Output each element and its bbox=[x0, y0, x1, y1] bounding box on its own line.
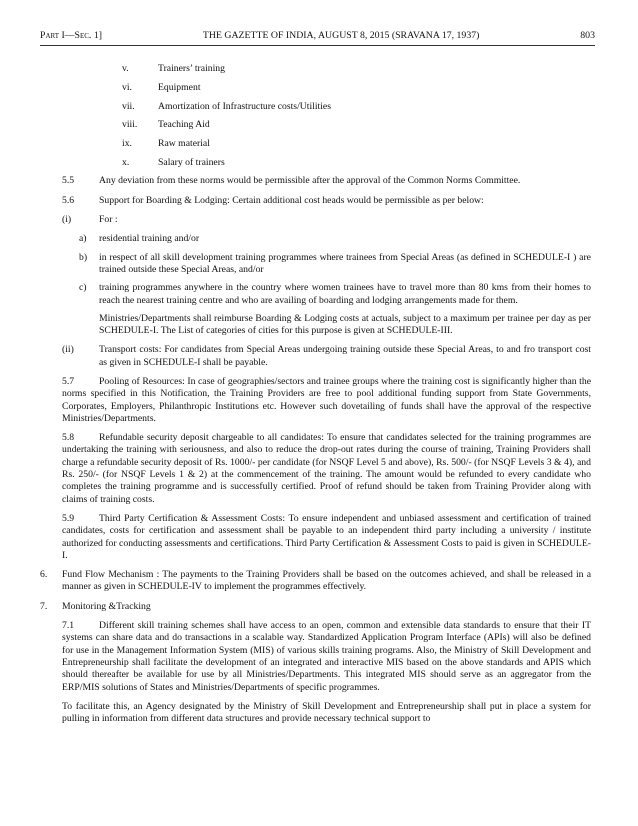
section-7 bbox=[40, 601, 591, 613]
paragraph-number: 5.6 bbox=[62, 194, 75, 206]
item-number: vii. bbox=[122, 100, 135, 112]
item-label: c) bbox=[79, 282, 87, 294]
paragraph-number: 5.7 bbox=[62, 375, 75, 387]
paragraph-number: 7.1 bbox=[62, 620, 75, 632]
paragraph-number: 5.9 bbox=[62, 512, 75, 524]
section-text: Fund Flow Mechanism : The payments to the Training Providers shall be based on the outcomes achieved, and shall be released in a manner as given in SCHEDULE-IV to implement the programmes effectively. bbox=[62, 569, 591, 593]
subclause-number: (ii) bbox=[62, 344, 74, 356]
item-number: ix. bbox=[122, 138, 132, 150]
item-number: viii. bbox=[122, 119, 138, 131]
item-text: in respect of all skill development training programmes where trainees from Special Areas (as defined in SCHEDULE-I ) are trained outside these Special Areas, and/or bbox=[99, 251, 591, 275]
paragraph-text: Different skill training schemes shall have access to an open, common and extensible data standards to ensure that their IT systems can share data and do transactions in a scalable way. Standardized Application Program Interface (APIs) will also be defined for use in the Management Information System (MIS) of various skills training programs. Also, the Ministry of Skill Development and Entrepreneurship shall facilitate the development of an integrated and interactive MIS based on the above standards and APIS which should thereafter be available for use by all Ministries/Departments. This integrated MIS should serve as an aggregator from the ERP/MIS solutions of States and Ministries/Departments of specific programmes. bbox=[62, 620, 591, 693]
page-header bbox=[40, 30, 595, 46]
header-page-number: 803 bbox=[580, 30, 595, 41]
header-part-section: Part I—Sec. 1] bbox=[40, 30, 102, 41]
section-number: 7. bbox=[40, 600, 48, 612]
subclause-text: Transport costs: For candidates from Special Areas undergoing training outside these Special Areas, to and fro transport cost as given in SCHEDULE-I shall be payable. bbox=[99, 344, 591, 368]
section-heading: Monitoring &Tracking bbox=[62, 600, 151, 612]
item-text: Trainers’ training bbox=[158, 63, 225, 75]
subclause-i bbox=[62, 214, 591, 226]
item-label: b) bbox=[79, 251, 88, 263]
paragraph-5-6 bbox=[62, 195, 591, 207]
item-text: Raw material bbox=[158, 138, 210, 150]
subclause-number: (i) bbox=[62, 214, 72, 226]
roman-list bbox=[62, 63, 591, 169]
paragraph-5-5 bbox=[62, 175, 591, 187]
list-item bbox=[122, 101, 591, 113]
paragraph-number: 5.5 bbox=[62, 175, 75, 187]
facilitate-paragraph: To facilitate this, an Agency designated by the Ministry of Skill Development and Entrepreneurship shall put in place a system for pulling in information from different data structures and provide necessary technical support to bbox=[62, 700, 591, 725]
list-item bbox=[122, 138, 591, 150]
paragraph-text: Any deviation from these norms would be permissible after the approval of the Common Norms Committee. bbox=[99, 175, 521, 187]
subclause-ii bbox=[62, 344, 591, 369]
section-number: 6. bbox=[40, 569, 48, 581]
list-item bbox=[79, 233, 591, 245]
paragraph-number: 5.8 bbox=[62, 432, 75, 444]
item-text: Amortization of Infrastructure costs/Utilities bbox=[158, 100, 331, 112]
subclause-text: For : bbox=[99, 214, 118, 226]
list-item bbox=[79, 282, 591, 307]
paragraph-5-7 bbox=[62, 376, 591, 425]
paragraph-text: Support for Boarding & Lodging: Certain additional cost heads would be permissible as per below: bbox=[99, 194, 484, 206]
item-text: residential training and/or bbox=[99, 233, 200, 245]
list-item bbox=[122, 82, 591, 94]
paragraph-7-1 bbox=[62, 620, 591, 694]
item-label: a) bbox=[79, 233, 87, 245]
item-number: vi. bbox=[122, 81, 132, 93]
paragraph-text: Refundable security deposit chargeable to all candidates: To ensure that candidates selected for the training programmes are undertaking the training with seriousness, and also to reduce the drop-out rates during the course of training, Training Providers shall charge a refundable security deposit of Rs. 1000/- per candidate (for NSQF Level 5 and above), Rs. 500/- (for NSQF Levels 3 & 4), and Rs. 250/- (for NSQF Levels 1 & 2) at the commencement of the training. The amount would be refunded to every candidate who completes the training programme and is successfully certified. Proof of refund should be taken from Training Provider along with claims of training costs. bbox=[62, 432, 591, 505]
paragraph-text: Third Party Certification & Assessment Costs: To ensure independent and unbiased assessment and certification of trained candidates, costs for certification and assessment shall be payable to an independent third party including a university / institute authorized for conducting assessments and certifications. Third Party Certification & Assessment Costs to paid is given in SCHEDULE-I. bbox=[62, 512, 591, 561]
item-text: training programmes anywhere in the country where women trainees have to travel more than 80 kms from their homes to reach the nearest training centre and who are availing of boarding and lodging arrangements made for them. bbox=[99, 282, 591, 306]
section-6 bbox=[40, 569, 591, 594]
paragraph-text: Pooling of Resources: In case of geographies/sectors and trainee groups where the training cost is significantly higher than the norms specified in this Notification, the Training Providers are free to pool additional funding support from State Governments, Corporates, Employers, Philanthropic Institutions etc. However such dovetailing of funds shall have the approval of the respective Ministries/Departments. bbox=[62, 375, 591, 424]
item-number: v. bbox=[122, 63, 129, 75]
list-item bbox=[122, 63, 591, 75]
ministries-paragraph: Ministries/Departments shall reimburse Boarding & Lodging costs at actuals, subject to a maximum per trainee per day as per SCHEDULE-I. The List of categories of cities for this purpose is given at SCHEDULE-III. bbox=[99, 312, 591, 337]
paragraph-5-8 bbox=[62, 432, 591, 506]
list-item bbox=[79, 252, 591, 277]
header-title: THE GAZETTE OF INDIA, AUGUST 8, 2015 (SRAVANA 17, 1937) bbox=[202, 30, 480, 41]
list-item bbox=[122, 119, 591, 131]
item-number: x. bbox=[122, 156, 130, 168]
item-text: Teaching Aid bbox=[158, 119, 210, 131]
item-text: Salary of trainers bbox=[158, 156, 225, 168]
list-item bbox=[122, 157, 591, 169]
item-text: Equipment bbox=[158, 81, 201, 93]
paragraph-5-9 bbox=[62, 513, 591, 562]
